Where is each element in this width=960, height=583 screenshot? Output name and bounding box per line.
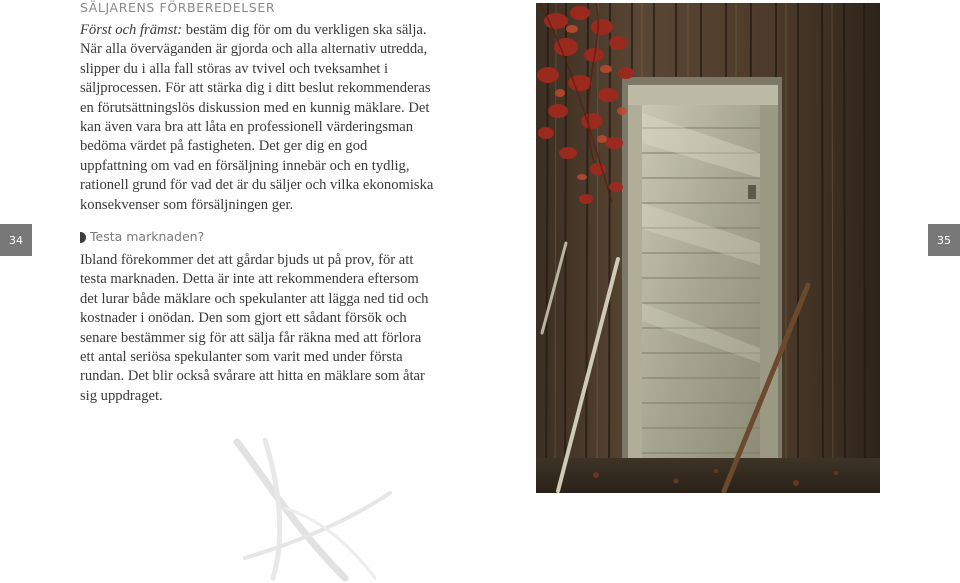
section-heading: SÄLJARENS FÖRBEREDELSER <box>80 0 276 15</box>
crossed-strokes-watermark-icon <box>225 438 395 583</box>
subsection-heading <box>80 229 204 245</box>
subsection-heading-text: Testa marknaden? <box>90 229 205 244</box>
half-circle-bullet-icon <box>80 232 86 243</box>
intro-lead: Först och främst: <box>80 22 183 38</box>
page-number-right: 35 <box>928 224 960 256</box>
intro-body: bestäm dig för om du verkligen ska sälja. När alla överväganden är gjorda och alla alternativ utredda, slipper du i alla fall störas av tvivel och tveksamhet i säljprocessen. För att stärka dig i ditt beslut rekommenderas en förutsättningslös diskussion med en kunnig mäklare. Det kan även vara bra att låta en professionell värderingsman bedöma värdet på fastigheten. Det ger dig en god uppfattning om vad en försäljning innebär och en tydlig, rationell grund för vad det är du säljer och vilka ekonomiska konsekvenser som försäljningen ger. <box>80 22 434 213</box>
barn-door-photo <box>536 3 880 493</box>
subsection-paragraph: Ibland förekommer det att gårdar bjuds ut på prov, för att testa marknaden. Detta är inte att rekommendera eftersom det lurar både mäklare och spekulanter att lägga ned tid och kostnader i onödan. Den som gjort ett sådant försök och senare bestämmer sig för att sälja får räkna med att förlora ett antal seriösa spekulanter som varit med under första rundan. Det blir också svårare att hitta en mäklare som åtar sig uppdraget. <box>80 252 429 404</box>
intro-paragraph <box>80 21 435 215</box>
page-number-left: 34 <box>0 224 32 256</box>
